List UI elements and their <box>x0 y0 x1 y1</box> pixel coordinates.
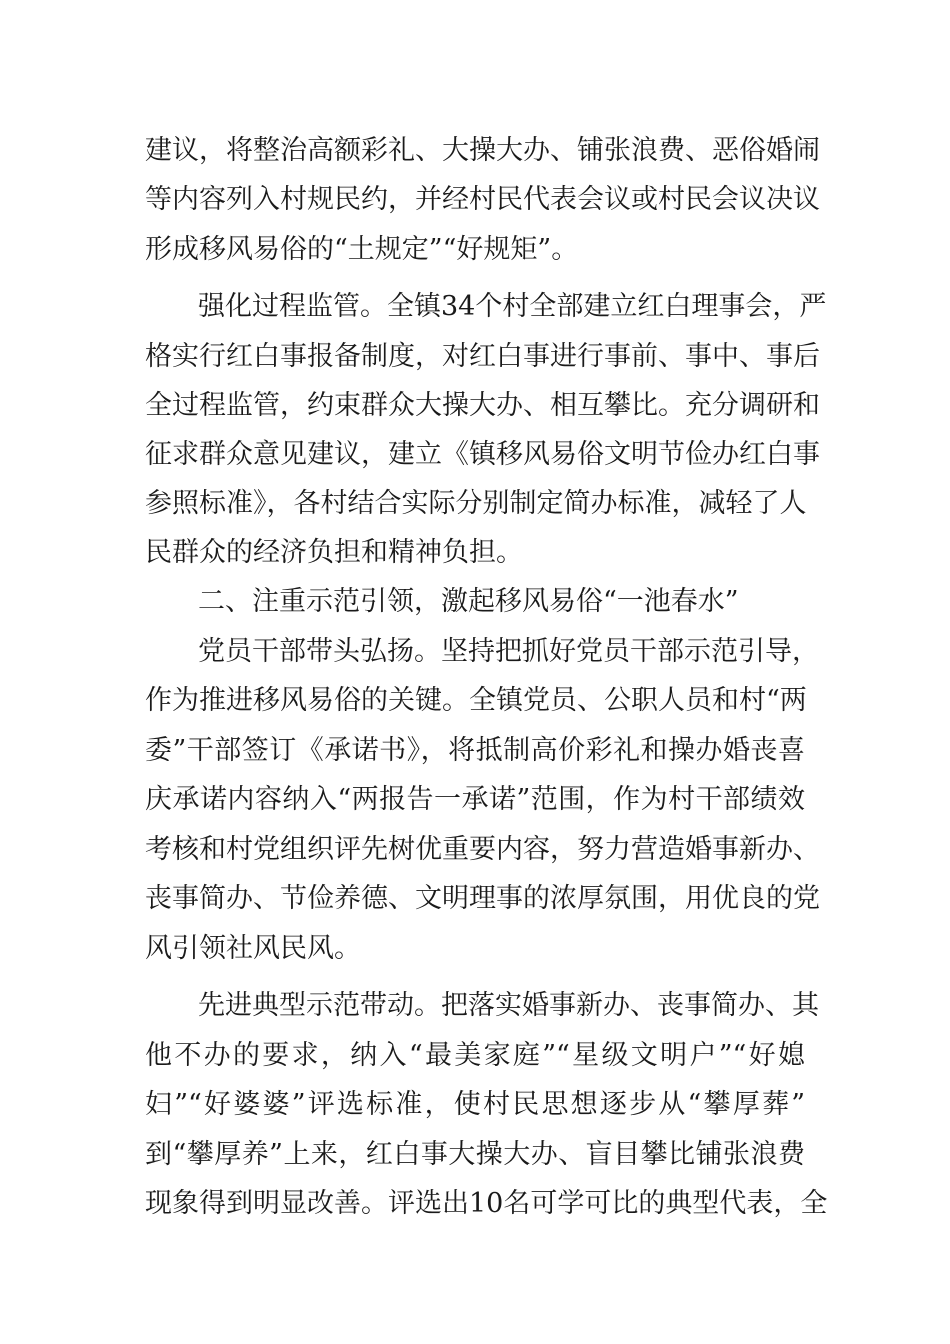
text-line-content: 庆承诺内容纳入“两报告一承诺”范围，作为村干部绩效 <box>145 784 805 815</box>
text-line <box>0 879 950 919</box>
text-line <box>0 337 950 377</box>
text-line-content: 党员干部带头弘扬。坚持把抓好党员干部示范引导， <box>198 636 819 667</box>
text-line <box>0 386 950 426</box>
text-line <box>0 131 950 171</box>
text-line-content: 全过程监管，约束群众大操大办、相互攀比。充分调研和 <box>145 390 820 421</box>
text-line-content: 考核和村党组织评先树优重要内容，努力营造婚事新办、 <box>145 834 820 865</box>
text-line <box>0 287 950 327</box>
text-line <box>0 230 950 270</box>
text-line <box>0 1036 950 1076</box>
text-line-content: 强化过程监管。全镇34个村全部建立红白理事会，严 <box>198 291 827 322</box>
text-line <box>0 830 950 870</box>
text-line <box>0 986 950 1026</box>
text-line <box>0 780 950 820</box>
text-line <box>0 731 950 771</box>
text-line <box>0 180 950 220</box>
text-line-content: 风引领社风民风。 <box>145 933 361 964</box>
text-line <box>0 632 950 672</box>
text-line-content: 妇”“好婆婆”评选标准，使村民思想逐步从“攀厚葬” <box>145 1089 805 1120</box>
text-line <box>0 1135 950 1175</box>
text-line <box>0 533 950 573</box>
text-line-content: 格实行红白事报备制度，对红白事进行事前、事中、事后 <box>145 341 820 372</box>
text-line-content: 丧事简办、节俭养德、文明理事的浓厚氛围，用优良的党 <box>145 883 820 914</box>
text-line-content: 参照标准》，各村结合实际分别制定简办标准，减轻了人 <box>145 488 807 519</box>
text-line-content: 作为推进移风易俗的关键。全镇党员、公职人员和村“两 <box>145 685 807 716</box>
text-line-content: 征求群众意见建议，建立《镇移风易俗文明节俭办红白事 <box>145 439 820 470</box>
text-line <box>0 1184 950 1224</box>
text-line-content: 现象得到明显改善。评选出10名可学可比的典型代表，全 <box>145 1188 828 1219</box>
text-line <box>0 929 950 969</box>
section-heading-text: 二、注重示范引领，激起移风易俗“一池春水” <box>198 586 739 617</box>
text-line-content: 形成移风易俗的“土规定”“好规矩”。 <box>145 234 579 265</box>
text-line-content: 等内容列入村规民约，并经村民代表会议或村民会议决议 <box>145 184 820 215</box>
text-line-content: 民群众的经济负担和精神负担。 <box>145 537 523 568</box>
text-line-content: 委”干部签订《承诺书》，将抵制高价彩礼和操办婚丧喜 <box>145 735 805 766</box>
text-line <box>0 681 950 721</box>
section-heading <box>0 582 950 622</box>
text-line <box>0 484 950 524</box>
text-line-content: 先进典型示范带动。把落实婚事新办、丧事简办、其 <box>198 990 819 1021</box>
text-line-content: 建议，将整治高额彩礼、大操大办、铺张浪费、恶俗婚闹 <box>145 135 820 166</box>
text-line <box>0 1085 950 1125</box>
text-line <box>0 435 950 475</box>
text-line-content: 到“攀厚养”上来，红白事大操大办、盲目攀比铺张浪费 <box>145 1139 805 1170</box>
text-line-content: 他不办的要求，纳入“最美家庭”“星级文明户”“好媳 <box>145 1040 805 1071</box>
